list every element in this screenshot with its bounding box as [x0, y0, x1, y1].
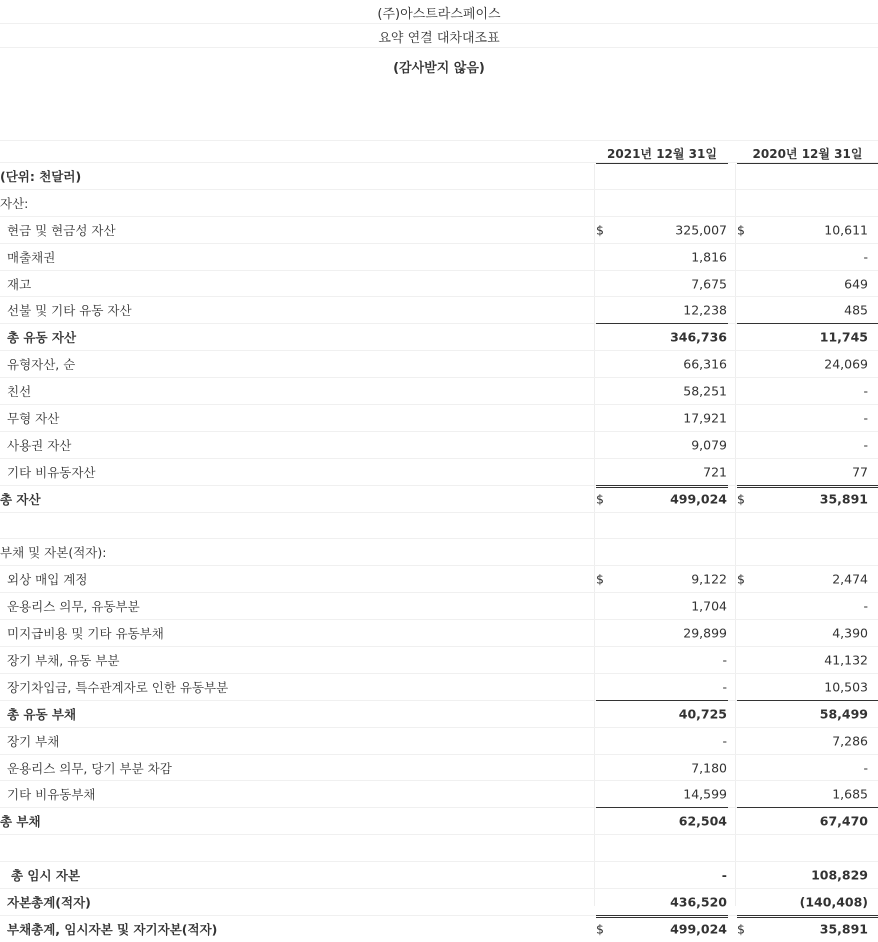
currency-symbol-2021: $ [596, 222, 604, 238]
value-2021: 7,675 [691, 276, 727, 291]
row-label: 무형 자산 [7, 410, 60, 426]
row-label: 선불 및 기타 유동 자산 [7, 303, 132, 319]
table-row [0, 861, 878, 888]
value-2021: 499,024 [670, 491, 727, 507]
value-2021: - [722, 733, 727, 749]
value-2020: - [863, 249, 868, 265]
currency-symbol-2020: $ [737, 921, 745, 937]
row-label: 총 임시 자본 [11, 868, 81, 884]
value-2020: - [863, 760, 868, 776]
row-label: 기타 비유동자산 [7, 464, 96, 480]
row-label: 재고 [7, 276, 32, 292]
value-2021: 1,704 [691, 598, 727, 614]
currency-symbol-2021: $ [596, 921, 604, 937]
value-2021: - [722, 652, 727, 668]
table-row [0, 780, 878, 807]
row-label: (단위: 천달러) [0, 168, 82, 184]
value-2020: 35,891 [819, 921, 868, 937]
table-row [0, 162, 878, 189]
table-row [0, 243, 878, 270]
balance-sheet-table [0, 162, 878, 942]
row-label: 미지급비용 및 기타 유동부채 [7, 626, 164, 642]
subtotal-rule [596, 807, 728, 808]
table-row [0, 915, 878, 942]
row-label: 자본총계(적자) [7, 894, 91, 910]
row-label: 총 부채 [0, 814, 41, 830]
value-2021: 40,725 [678, 706, 727, 722]
row-label: 총 유동 부채 [7, 706, 77, 722]
column-header-2021: 2021년 12월 31일 [607, 147, 717, 161]
total-double-rule [737, 485, 878, 488]
value-2020: 485 [844, 302, 868, 318]
table-row [0, 700, 878, 727]
value-2020: - [863, 598, 868, 614]
row-label: 운용리스 의무, 당기 부분 차감 [7, 760, 172, 776]
row-label: 매출채권 [7, 249, 56, 265]
row-label: 기타 비유동부채 [7, 787, 96, 803]
subtotal-rule [737, 323, 878, 324]
value-2021: 62,504 [678, 813, 727, 829]
value-2021: 17,921 [683, 410, 727, 426]
table-row [0, 834, 878, 861]
value-2020: 41,132 [824, 652, 868, 668]
table-row [0, 270, 878, 297]
value-2021: 346,736 [670, 329, 727, 345]
subtotal-rule [596, 700, 728, 701]
row-label: 장기 부채 [7, 733, 60, 749]
row-label: 장기 부채, 유동 부분 [7, 652, 120, 668]
value-2021: 721 [703, 464, 727, 480]
row-label: 사용권 자산 [7, 437, 72, 453]
row-label: 부채 및 자본(적자): [0, 545, 107, 561]
value-2021: 325,007 [675, 222, 727, 238]
total-double-rule [596, 915, 728, 918]
row-label: 장기차입금, 특수관계자로 인한 유동부분 [7, 679, 229, 695]
table-row [0, 216, 878, 243]
total-double-rule [596, 485, 728, 488]
total-double-rule [737, 915, 878, 918]
row-label: 총 유동 자산 [7, 330, 77, 346]
table-row [0, 431, 878, 458]
table-row [0, 538, 878, 565]
subtotal-rule [737, 700, 878, 701]
row-label: 자산: [0, 195, 29, 211]
row-label: 현금 및 현금성 자산 [7, 222, 116, 238]
value-2020: 77 [852, 464, 868, 480]
table-row [0, 485, 878, 512]
value-2021: - [721, 867, 727, 883]
value-2021: 29,899 [683, 625, 727, 641]
value-2021: 12,238 [683, 302, 727, 318]
value-2020: 10,611 [824, 222, 868, 238]
value-2020: 4,390 [832, 625, 868, 641]
table-row [0, 350, 878, 377]
currency-symbol-2021: $ [596, 571, 604, 587]
table-row [0, 512, 878, 539]
value-2021: 7,180 [691, 760, 727, 776]
company-name: (주)아스트라스페이스 [377, 7, 501, 22]
table-row [0, 377, 878, 404]
table-row [0, 296, 878, 323]
value-2020: 1,685 [832, 786, 868, 802]
value-2020: 649 [844, 276, 868, 291]
value-2021: 58,251 [683, 383, 727, 399]
currency-symbol-2021: $ [596, 491, 604, 507]
audit-note: (감사받지 않음) [393, 61, 485, 76]
table-row [0, 592, 878, 619]
row-label: 유형자산, 순 [7, 357, 76, 373]
row-label: 부채총계, 임시자본 및 자기자본(적자) [7, 921, 218, 937]
value-2020: 11,745 [819, 329, 868, 345]
value-2020: 24,069 [824, 356, 868, 372]
table-row [0, 807, 878, 834]
table-row [0, 565, 878, 592]
table-row [0, 888, 878, 915]
value-2020: 67,470 [819, 813, 868, 829]
header-divider [0, 140, 878, 141]
value-2021: 14,599 [683, 786, 727, 802]
value-2020: - [863, 437, 868, 453]
subtotal-rule [596, 323, 728, 324]
row-label: 총 자산 [0, 491, 41, 507]
table-row [0, 727, 878, 754]
value-2020: 108,829 [811, 867, 868, 883]
value-2021: 436,520 [670, 894, 727, 910]
row-label: 운용리스 의무, 유동부분 [7, 599, 140, 615]
value-2020: 2,474 [832, 571, 868, 587]
table-row [0, 619, 878, 646]
value-2020: - [863, 383, 868, 399]
currency-symbol-2020: $ [737, 571, 745, 587]
column-header-2020: 2020년 12월 31일 [752, 147, 863, 161]
table-row [0, 323, 878, 350]
table-row [0, 458, 878, 485]
table-row [0, 404, 878, 431]
value-2020: (140,408) [799, 894, 868, 910]
value-2021: 9,122 [691, 571, 727, 587]
value-2021: 499,024 [670, 921, 727, 937]
value-2020: - [863, 410, 868, 426]
value-2020: 58,499 [819, 706, 868, 722]
row-label: 친선 [7, 384, 32, 400]
value-2021: 1,816 [691, 249, 727, 265]
value-2020: 7,286 [832, 733, 868, 749]
table-row [0, 673, 878, 700]
currency-symbol-2020: $ [737, 491, 745, 507]
value-2020: 10,503 [824, 679, 868, 695]
table-row [0, 189, 878, 216]
value-2021: 66,316 [683, 356, 727, 372]
subtotal-rule [737, 807, 878, 808]
header-divider [0, 47, 878, 48]
table-row [0, 646, 878, 673]
row-label: 외상 매입 계정 [7, 572, 88, 588]
currency-symbol-2020: $ [737, 222, 745, 238]
value-2021: 9,079 [691, 437, 727, 453]
table-row [0, 754, 878, 781]
statement-title: 요약 연결 대차대조표 [378, 31, 500, 46]
value-2021: - [722, 679, 727, 695]
header-divider [0, 23, 878, 24]
value-2020: 35,891 [819, 491, 868, 507]
